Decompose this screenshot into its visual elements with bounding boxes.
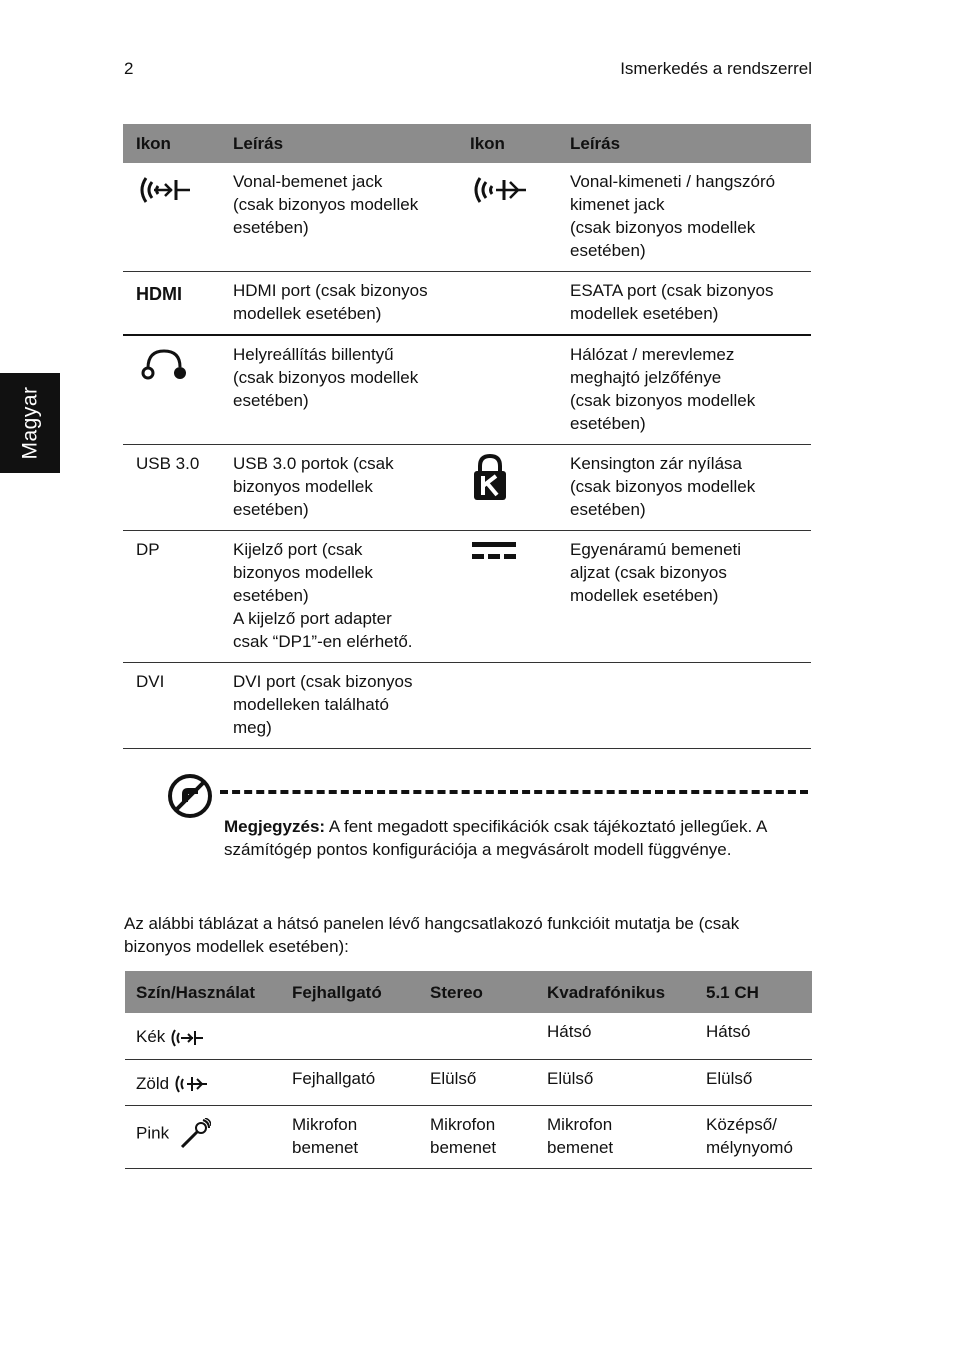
color-cell <box>125 1106 281 1169</box>
desc-line: (csak bizonyos modellek <box>570 391 756 410</box>
desc-line: esetében) <box>233 586 309 605</box>
table-row <box>125 1106 812 1169</box>
table-header-row <box>123 124 811 163</box>
desc-line: modellek esetében) <box>570 304 719 323</box>
side-tab-label: Magyar <box>18 386 42 460</box>
description-cell <box>557 163 811 272</box>
intro-paragraph: Az alábbi táblázat a hátsó panelen lévő hangcsatlakozó funkcióit mutatja be (csak bizonyos modellek esetében): <box>124 914 740 956</box>
color-label: Pink <box>136 1123 170 1143</box>
table-row <box>125 1013 812 1059</box>
cell-line: bemenet <box>430 1138 497 1158</box>
desc-line: Kijelző port (csak <box>233 540 363 559</box>
icon-cell <box>457 445 557 531</box>
table-row <box>123 335 811 445</box>
desc-line: meg) <box>233 718 272 737</box>
desc-line: meghajtó jelzőfénye <box>570 368 722 387</box>
usb-label: USB 3.0 <box>136 454 200 473</box>
desc-line: esetében) <box>233 218 309 237</box>
table-row <box>125 1059 812 1106</box>
table-cell: Elülső <box>695 1059 812 1106</box>
table-cell <box>281 1013 419 1059</box>
desc-line: Egyenáramú bemeneti <box>570 540 742 559</box>
icon-cell <box>123 272 220 336</box>
color-cell <box>125 1059 281 1106</box>
table-cell: Fejhallgató <box>281 1059 419 1106</box>
table-cell: Elülső <box>536 1059 695 1106</box>
table-row <box>123 163 811 272</box>
desc-line: Helyreállítás billentyű <box>233 345 394 364</box>
cell-line: Mikrofon <box>292 1115 358 1135</box>
description-cell <box>220 445 457 531</box>
description-cell <box>220 272 457 336</box>
chapter-title: Ismerkedés a rendszerrel <box>620 59 812 78</box>
description-cell <box>557 272 811 336</box>
line-in-jack-icon <box>136 170 192 210</box>
icon-cell <box>123 335 220 445</box>
header-stereo: Stereo <box>419 971 536 1013</box>
desc-line: (csak bizonyos modellek <box>570 477 756 496</box>
desc-line: esetében) <box>233 391 309 410</box>
table-row <box>123 663 811 749</box>
desc-line: esetében) <box>233 500 309 519</box>
desc-line: Vonal-bemenet jack <box>233 172 383 191</box>
header-quad: Kvadrafónikus <box>536 971 695 1013</box>
description-cell <box>220 531 457 663</box>
table-cell <box>281 1106 419 1169</box>
cell-line: Mikrofon <box>430 1115 496 1135</box>
desc-line: A kijelző port adapter <box>233 609 392 628</box>
table-cell <box>419 1106 536 1169</box>
icon-cell <box>123 163 220 272</box>
note-label: Megjegyzés: <box>224 817 326 836</box>
note-paragraph <box>224 815 794 861</box>
port-icon-table <box>123 124 811 749</box>
color-label: Kék <box>136 1027 166 1046</box>
note-body: A fent megadott specifikációk csak tájékoztató jellegűek. A számítógép pontos konfigurációja a megvásárolt modell függvénye. <box>224 817 767 859</box>
note-divider <box>220 790 808 794</box>
kensington-lock-icon <box>470 452 510 502</box>
icon-cell <box>457 163 557 272</box>
icon-cell <box>123 445 220 531</box>
desc-line: bizonyos modellek <box>233 563 373 582</box>
line-out-speaker-jack-icon <box>470 170 530 210</box>
cell-line: mélynyomó <box>706 1138 793 1158</box>
description-cell <box>557 531 811 663</box>
page-number: 2 <box>124 59 134 78</box>
desc-line: modelleken található <box>233 695 389 714</box>
table-row <box>123 272 811 336</box>
desc-line: bizonyos modellek <box>233 477 373 496</box>
table-cell: Hátsó <box>695 1013 812 1059</box>
desc-line: Kensington zár nyílása <box>570 454 742 473</box>
cell-line: bemenet <box>547 1138 614 1158</box>
desc-line: modellek esetében) <box>233 304 382 323</box>
audio-jack-table <box>125 971 812 1169</box>
hdmi-logo: HDMI <box>136 284 182 304</box>
dp-label: DP <box>136 540 160 559</box>
line-in-jack-icon <box>169 1026 205 1050</box>
icon-cell <box>457 272 557 336</box>
icon-cell <box>457 531 557 663</box>
table-row <box>123 531 811 663</box>
icon-cell <box>457 663 557 749</box>
desc-line: DVI port (csak bizonyos <box>233 672 413 691</box>
description-cell <box>557 445 811 531</box>
desc-line: kimenet jack <box>570 195 665 214</box>
header-icon-1: Ikon <box>123 124 220 163</box>
desc-line: (csak bizonyos modellek <box>233 368 419 387</box>
note-icon <box>166 772 214 820</box>
table-cell <box>536 1106 695 1169</box>
header-icon-2: Ikon <box>457 124 557 163</box>
dc-in-jack-icon <box>470 538 518 568</box>
header-desc-1: Leírás <box>220 124 457 163</box>
dvi-label: DVI <box>136 672 165 691</box>
cell-line: Középső/ <box>706 1115 777 1135</box>
desc-line: HDMI port (csak bizonyos <box>233 281 428 300</box>
header-51ch: 5.1 CH <box>695 971 812 1013</box>
desc-line: Hálózat / merevlemez <box>570 345 735 364</box>
desc-line: ESATA port (csak bizonyos <box>570 281 774 300</box>
desc-line: esetében) <box>570 500 646 519</box>
description-cell <box>220 163 457 272</box>
desc-line: (csak bizonyos modellek <box>570 218 756 237</box>
color-cell <box>125 1013 281 1059</box>
header-color: Szín/Használat <box>125 971 281 1013</box>
desc-line: modellek esetében) <box>570 586 719 605</box>
icon-cell <box>123 531 220 663</box>
desc-line: aljzat (csak bizonyos <box>570 563 727 582</box>
table-row <box>123 445 811 531</box>
cell-line: bemenet <box>292 1138 359 1158</box>
color-label: Zöld <box>136 1073 170 1093</box>
description-cell <box>220 335 457 445</box>
desc-line: esetében) <box>570 414 646 433</box>
cell-line: Mikrofon <box>547 1115 613 1135</box>
description-cell <box>557 663 811 749</box>
desc-line: (csak bizonyos modellek <box>233 195 419 214</box>
language-side-tab <box>0 373 60 473</box>
recovery-key-icon <box>136 343 192 383</box>
icon-cell <box>123 663 220 749</box>
desc-line: Vonal-kimeneti / hangszóró <box>570 172 776 191</box>
header-desc-2: Leírás <box>557 124 811 163</box>
desc-line: csak “DP1”-en elérhető. <box>233 632 413 651</box>
table-cell: Hátsó <box>536 1013 695 1059</box>
description-cell <box>220 663 457 749</box>
desc-line: USB 3.0 portok (csak <box>233 454 394 473</box>
header-headphone: Fejhallgató <box>281 971 419 1013</box>
microphone-icon <box>179 1118 211 1150</box>
line-out-jack-icon <box>173 1072 209 1096</box>
description-cell <box>557 335 811 445</box>
table-header-row <box>125 971 812 1013</box>
icon-cell <box>457 335 557 445</box>
table-cell <box>695 1106 812 1169</box>
table-cell <box>419 1013 536 1059</box>
table-cell: Elülső <box>419 1059 536 1106</box>
desc-line: esetében) <box>570 241 646 260</box>
